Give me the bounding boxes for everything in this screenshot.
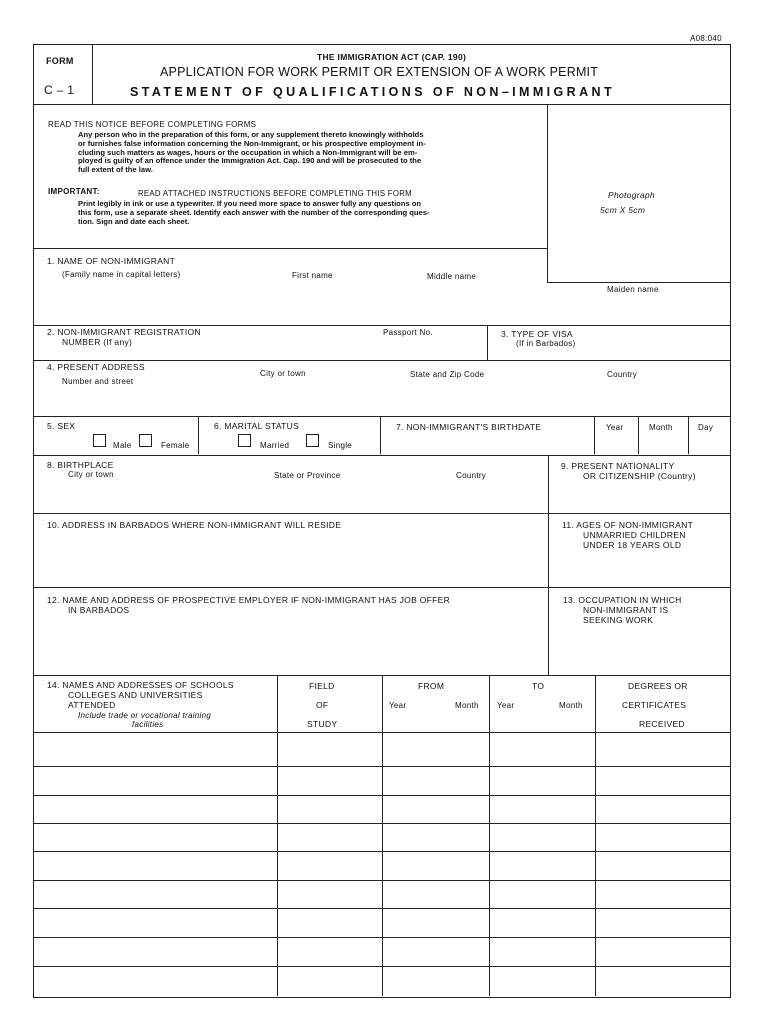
- important-text: READ ATTACHED INSTRUCTIONS BEFORE COMPLETING THIS FORM: [138, 189, 412, 198]
- schools-note-2: facilities: [132, 720, 164, 729]
- address-input[interactable]: [34, 388, 729, 415]
- passport-label: Passport No.: [383, 328, 433, 337]
- first-name-label: First name: [292, 271, 333, 280]
- barbados-address-input[interactable]: [34, 534, 547, 586]
- address-label: 4. PRESENT ADDRESS: [47, 362, 145, 372]
- nationality-input[interactable]: [549, 484, 729, 512]
- name-label: 1. NAME OF NON-IMMIGRANT: [47, 256, 176, 266]
- to-label: TO: [532, 681, 545, 691]
- education-row[interactable]: [34, 967, 729, 995]
- field-of-study-label-3: STUDY: [307, 719, 338, 729]
- schools-label-3: ATTENDED: [68, 700, 116, 710]
- birthplace-input[interactable]: [34, 484, 547, 512]
- family-name-label: (Family name in capital letters): [62, 270, 181, 279]
- visa-input[interactable]: [488, 350, 729, 360]
- form-reference: A08:040: [690, 34, 722, 43]
- female-label: Female: [161, 441, 190, 450]
- birth-month-label: Month: [649, 423, 673, 432]
- field-of-study-label-1: FIELD: [309, 681, 335, 691]
- maiden-name-label: Maiden name: [607, 285, 659, 294]
- state-zip-label: State and Zip Code: [410, 370, 485, 379]
- occupation-label-2: NON-IMMIGRANT IS: [583, 605, 669, 615]
- marital-divider: [380, 416, 381, 454]
- middle-name-label: Middle name: [427, 272, 477, 281]
- notice-body: Any person who in the preparation of this form, or any supplement thereto knowingly withholds or furnishes false information concerning the Non-Immigrant, or his prospective employment in- cluding such matters as wages, hours or the occupation in which a Non-Immigrant will be em- ployed is guilty of an offence under the Immigration Act. Cap. 190 and will be prosecuted to the full extent of the law.: [78, 130, 426, 175]
- birthplace-country-label: Country: [456, 471, 487, 480]
- rule-above-registration: [33, 325, 730, 326]
- birth-month-input[interactable]: [639, 437, 687, 453]
- education-row[interactable]: [34, 852, 729, 880]
- birth-year-input[interactable]: [595, 437, 637, 453]
- female-checkbox[interactable]: [139, 434, 152, 447]
- instructions-text: Print legibly in ink or use a typewriter. If you need more space to answer fully any questions on this form, use a separate sheet. Identify each answer with the number of the corresponding ques- tion. Sign and date each sheet.: [78, 199, 430, 226]
- employer-label: 12. NAME AND ADDRESS OF PROSPECTIVE EMPLOYER IF NON-IMMIGRANT HAS JOB OFFER: [47, 595, 451, 605]
- employer-label-2: IN BARBADOS: [68, 605, 130, 615]
- schools-note-1: Include trade or vocational training: [78, 711, 212, 720]
- rule-above-barbados-address: [33, 513, 730, 514]
- married-label: Married: [260, 441, 290, 450]
- nationality-label-2: OR CITIZENSHIP (Country): [583, 471, 696, 481]
- form-subtitle: STATEMENT OF QUALIFICATIONS OF NON–IMMIGRANT: [130, 85, 615, 99]
- single-checkbox[interactable]: [306, 434, 319, 447]
- occupation-label-3: SEEKING WORK: [583, 615, 654, 625]
- to-month-label: Month: [559, 701, 583, 710]
- education-row[interactable]: [34, 938, 729, 966]
- education-row[interactable]: [34, 909, 729, 937]
- registration-input[interactable]: [34, 348, 486, 360]
- education-row[interactable]: [34, 824, 729, 851]
- married-checkbox[interactable]: [238, 434, 251, 447]
- visa-label-2: (If in Barbados): [516, 339, 576, 348]
- male-label: Male: [113, 441, 132, 450]
- degrees-label-2: CERTIFICATES: [622, 700, 687, 710]
- visa-label: 3. TYPE OF VISA: [501, 329, 573, 339]
- act-title: THE IMMIGRATION ACT (CAP. 190): [317, 52, 467, 62]
- birthdate-label: 7. NON-IMMIGRANT'S BIRTHDATE: [396, 422, 542, 432]
- city-label: City or town: [260, 369, 306, 378]
- birth-year-label: Year: [606, 423, 624, 432]
- birthplace-label: 8. BIRTHPLACE: [47, 460, 114, 470]
- registration-label-2: NUMBER (If any): [62, 337, 133, 347]
- occupation-label: 13. OCCUPATION IN WHICH: [563, 595, 682, 605]
- from-month-label: Month: [455, 701, 479, 710]
- education-row[interactable]: [34, 796, 729, 823]
- birth-day-input[interactable]: [689, 437, 729, 453]
- name-input-area[interactable]: [34, 282, 729, 324]
- street-label: Number and street: [62, 377, 134, 386]
- degrees-label-1: DEGREES OR: [628, 681, 688, 691]
- sex-label: 5. SEX: [47, 421, 76, 431]
- form-label: FORM: [46, 56, 74, 66]
- to-year-label: Year: [497, 701, 515, 710]
- photo-size: 5cm X 5cm: [600, 205, 646, 215]
- male-checkbox[interactable]: [93, 434, 106, 447]
- education-row[interactable]: [34, 767, 729, 795]
- from-year-label: Year: [389, 701, 407, 710]
- photo-label: Photograph: [608, 190, 655, 200]
- form-code: C – 1: [44, 83, 75, 97]
- barbados-address-label: 10. ADDRESS IN BARBADOS WHERE NON-IMMIGRANT WILL RESIDE: [47, 520, 342, 530]
- registration-label: 2. NON-IMMIGRANT REGISTRATION: [47, 327, 201, 337]
- country-label: Country: [607, 370, 638, 379]
- employer-input[interactable]: [34, 618, 547, 674]
- schools-label: 14. NAMES AND ADDRESSES OF SCHOOLS: [47, 680, 234, 690]
- rule-above-employer: [33, 587, 730, 588]
- schools-label-2: COLLEGES AND UNIVERSITIES: [68, 690, 203, 700]
- important-label: IMPORTANT:: [48, 187, 100, 196]
- marital-status-label: 6. MARITAL STATUS: [214, 421, 300, 431]
- education-row[interactable]: [34, 881, 729, 908]
- children-ages-label-3: UNDER 18 YEARS OLD: [583, 540, 682, 550]
- birthplace-city-label: City or town: [68, 470, 114, 479]
- field-of-study-label-2: OF: [316, 700, 329, 710]
- nationality-label: 9. PRESENT NATIONALITY: [561, 461, 675, 471]
- birthplace-state-label: State or Province: [274, 471, 341, 480]
- occupation-input[interactable]: [549, 628, 729, 674]
- header-divider: [92, 44, 93, 104]
- sex-divider: [198, 416, 199, 454]
- rule-above-address: [33, 360, 730, 361]
- children-ages-label-2: UNMARRIED CHILDREN: [583, 530, 686, 540]
- rule-above-name: [33, 248, 547, 249]
- from-label: FROM: [418, 681, 445, 691]
- single-label: Single: [328, 441, 353, 450]
- rule-above-sex: [33, 416, 730, 417]
- children-ages-label: 11. AGES OF NON-IMMIGRANT: [562, 520, 694, 530]
- degrees-label-3: RECEIVED: [639, 719, 685, 729]
- children-ages-input[interactable]: [549, 553, 729, 586]
- birth-day-label: Day: [698, 423, 714, 432]
- education-row[interactable]: [34, 733, 729, 766]
- rule-above-birthplace: [33, 455, 730, 456]
- notice-heading: READ THIS NOTICE BEFORE COMPLETING FORMS: [48, 120, 257, 129]
- form-title: APPLICATION FOR WORK PERMIT OR EXTENSION OF A WORK PERMIT: [160, 65, 599, 79]
